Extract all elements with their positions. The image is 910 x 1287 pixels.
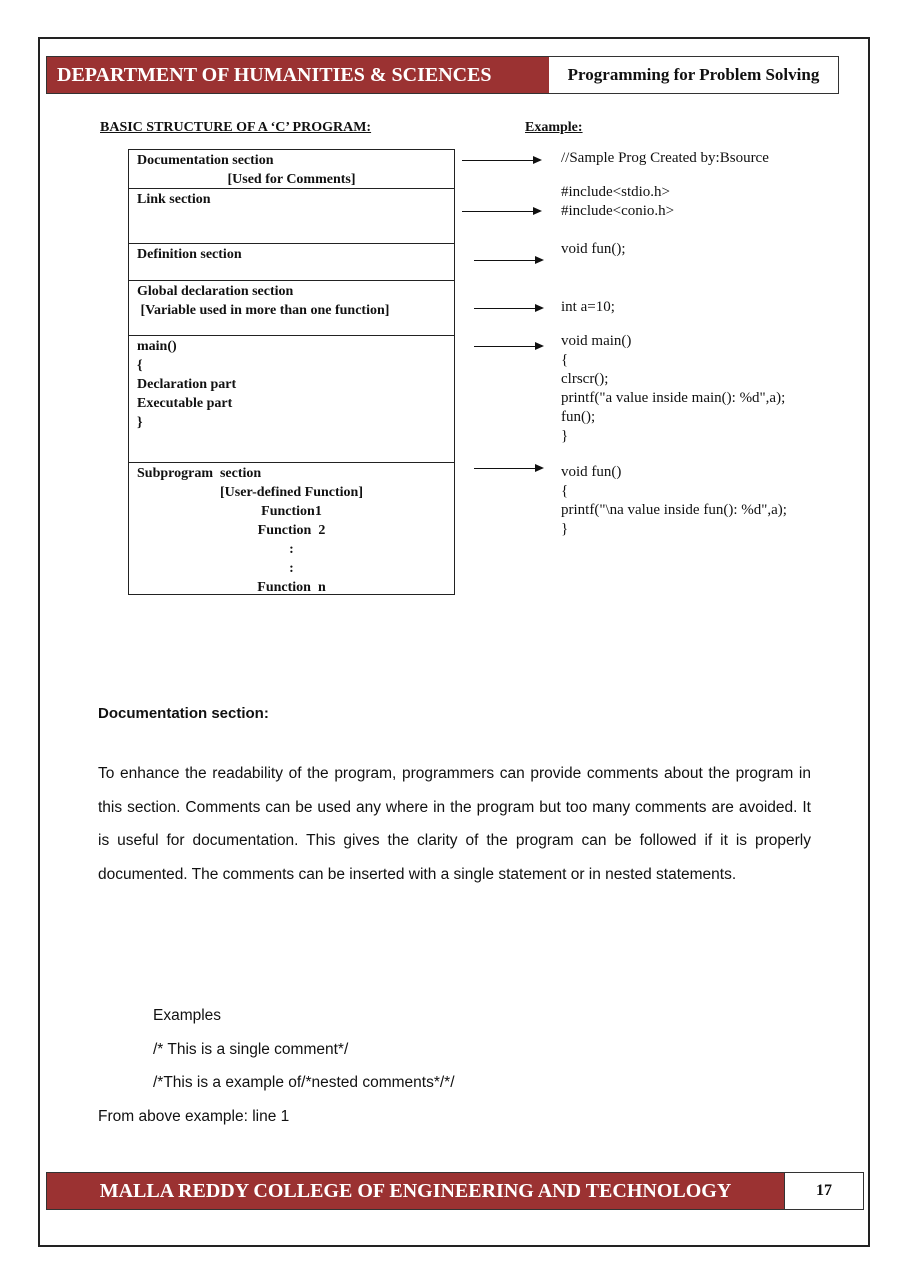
- box-line: :: [289, 542, 294, 557]
- page-number: 17: [784, 1173, 863, 1209]
- code-line: fun();: [561, 409, 596, 425]
- section-heading: Documentation section:: [98, 705, 269, 722]
- page-header: [46, 56, 839, 94]
- page-footer: [46, 1172, 864, 1210]
- code-line: #include<conio.h>: [561, 203, 675, 219]
- subject-title: Programming for Problem Solving: [567, 65, 820, 84]
- box-line: }: [137, 415, 143, 430]
- code-line: {: [561, 352, 569, 368]
- main-function-box: [128, 335, 455, 462]
- subprogram-section-box: [128, 462, 455, 595]
- example-line: /* This is a single comment*/: [153, 1040, 349, 1058]
- code-line: void fun(): [561, 464, 622, 480]
- link-section-box: [128, 188, 455, 243]
- box-line: main(): [137, 339, 177, 354]
- box-line: :: [289, 561, 294, 576]
- documentation-section-box: [128, 149, 455, 188]
- code-global: [561, 298, 615, 317]
- box-line: [Variable used in more than one function]: [137, 303, 390, 318]
- code-includes: [561, 183, 674, 221]
- box-line: Documentation section: [137, 153, 274, 168]
- arrow-icon: [462, 160, 540, 161]
- global-declaration-box: [128, 280, 455, 335]
- code-line: void main(): [561, 333, 632, 349]
- code-line: }: [561, 521, 569, 537]
- arrow-icon: [462, 211, 540, 212]
- code-line: printf("a value inside main(): %d",a);: [561, 390, 786, 406]
- college-name: MALLA REDDY COLLEGE OF ENGINEERING AND TECHNOLOGY: [47, 1173, 784, 1209]
- code-line: int a=10;: [561, 299, 615, 315]
- arrow-icon: [474, 308, 542, 309]
- code-line: //Sample Prog Created by:Bsource: [561, 150, 769, 166]
- arrow-icon: [474, 346, 542, 347]
- code-main: [561, 332, 785, 446]
- structure-heading: BASIC STRUCTURE OF A ‘C’ PROGRAM:: [100, 120, 372, 135]
- box-line: Definition section: [137, 247, 242, 262]
- body-paragraph: To enhance the readability of the program, programmers can provide comments about the program in this section. Comments can be used any where in the program but too many comments are avoided. It is useful for documentation. This gives the clarity of the program can be followed if it is properly documented. The comments can be inserted with a single statement or in nested statements.: [98, 765, 811, 883]
- box-line: Function1: [261, 504, 322, 519]
- code-comment: [561, 149, 769, 168]
- arrow-icon: [474, 260, 542, 261]
- examples-block: [153, 999, 455, 1100]
- examples-label: Examples: [153, 1007, 222, 1024]
- code-fun: [561, 463, 787, 539]
- code-line: void fun();: [561, 241, 626, 257]
- box-line: Function n: [257, 580, 326, 595]
- box-line: Declaration part: [137, 377, 237, 392]
- box-line: Executable part: [137, 396, 233, 411]
- box-line: [User-defined Function]: [220, 485, 363, 500]
- code-definition: [561, 240, 626, 259]
- code-line: clrscr();: [561, 371, 609, 387]
- code-line: }: [561, 428, 569, 444]
- box-line: {: [137, 358, 143, 373]
- box-line: Subprogram section: [137, 466, 262, 481]
- code-line: {: [561, 483, 569, 499]
- box-line: [Used for Comments]: [227, 172, 356, 187]
- code-line: printf("\na value inside fun(): %d",a);: [561, 502, 787, 518]
- box-line: Function 2: [257, 523, 326, 538]
- example-heading: Example:: [525, 120, 583, 135]
- box-line: Link section: [137, 192, 211, 207]
- from-above-line: From above example: line 1: [98, 1108, 290, 1125]
- box-line: Global declaration section: [137, 284, 294, 299]
- example-line: /*This is a example of/*nested comments*/*/: [153, 1074, 455, 1091]
- arrow-icon: [474, 468, 542, 469]
- definition-section-box: [128, 243, 455, 280]
- department-title: DEPARTMENT OF HUMANITIES & SCIENCES: [47, 57, 549, 93]
- code-line: #include<stdio.h>: [561, 184, 670, 200]
